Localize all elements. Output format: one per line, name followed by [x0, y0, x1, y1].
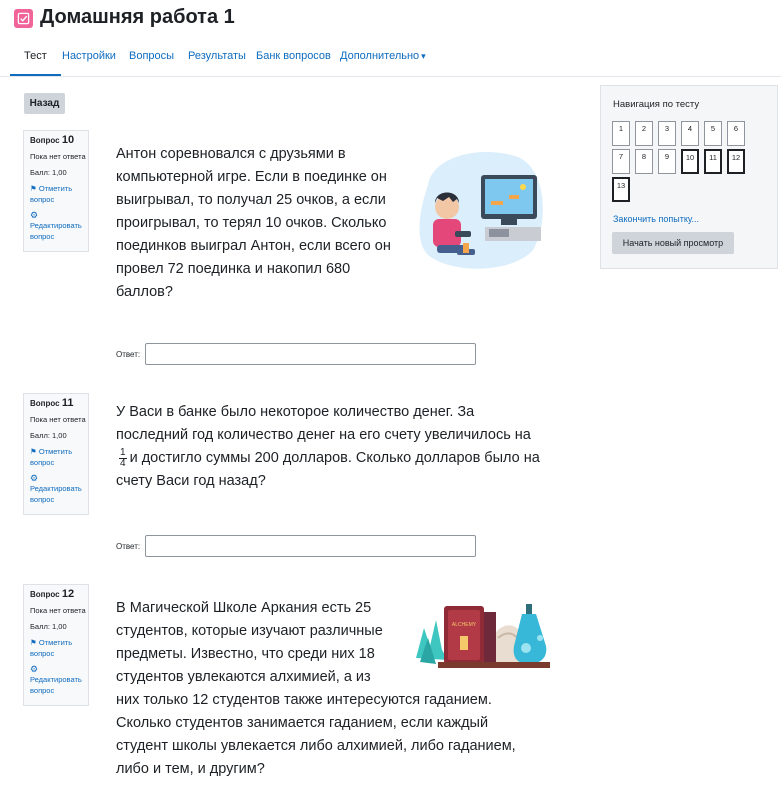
- flag-icon: ⚑: [30, 447, 37, 456]
- quiz-nav-button-4[interactable]: 4: [681, 121, 699, 146]
- edit-question-link[interactable]: Редактировать вопрос: [30, 221, 82, 241]
- question-score: Балл: 1,00: [30, 431, 67, 440]
- gear-icon: ⚙: [30, 664, 39, 674]
- answer-input-10[interactable]: [145, 343, 476, 365]
- flag-question-link[interactable]: ⚑ Отметить вопрос: [30, 184, 73, 204]
- quiz-nav-button-7[interactable]: 7: [612, 149, 630, 174]
- flag-icon: ⚑: [30, 638, 37, 647]
- question-info-11: [23, 393, 89, 515]
- question-text-12: В Магической Школе Аркания есть 25 студентов, которые изучают различные предметы. Известно, что среди них 18 студентов увлекаются алхимией, а из них только 12 студентов также интересуются гаданием. Сколько студентов занимается гаданием, если каждый студент школы увлекается либо алхимией, либо гаданием, либо и тем, и другим?: [116, 600, 516, 777]
- flag-question-link[interactable]: ⚑ Отметить вопрос: [30, 638, 73, 658]
- page-header: [0, 0, 781, 77]
- quiz-nav-button-8[interactable]: 8: [635, 149, 653, 174]
- tab-results[interactable]: Результаты: [188, 50, 246, 62]
- tab-more[interactable]: [340, 46, 426, 74]
- flag-question-link[interactable]: ⚑ Отметить вопрос: [30, 447, 73, 467]
- quiz-navigation-title: Навигация по тесту: [613, 99, 700, 110]
- question-status: Пока нет ответа: [30, 606, 86, 615]
- gear-icon: ⚙: [30, 210, 39, 220]
- quiz-nav-button-11[interactable]: 11: [704, 149, 722, 174]
- tab-test[interactable]: Тест: [24, 46, 47, 74]
- book-cover-text: ALCHEMY: [451, 622, 477, 628]
- question-number: Вопрос 11: [30, 397, 74, 409]
- quiz-nav-button-5[interactable]: 5: [704, 121, 722, 146]
- tab-settings[interactable]: Настройки: [62, 50, 116, 62]
- quiz-icon: [14, 9, 33, 28]
- page-title: Домашняя работа 1: [40, 6, 235, 28]
- quiz-nav-button-2[interactable]: 2: [635, 121, 653, 146]
- boy-gaming-illustration: [413, 145, 548, 275]
- answer-label: Ответ:: [116, 350, 141, 359]
- quiz-nav-button-12[interactable]: 12: [727, 149, 745, 174]
- question-info-10: [23, 130, 89, 252]
- question-status: Пока нет ответа: [30, 415, 86, 424]
- quiz-nav-button-10[interactable]: 10: [681, 149, 699, 174]
- quiz-nav-button-9[interactable]: 9: [658, 149, 676, 174]
- edit-question-link[interactable]: Редактировать вопрос: [30, 675, 82, 695]
- question-status: Пока нет ответа: [30, 152, 86, 161]
- chevron-down-icon: ▾: [421, 51, 426, 61]
- question-number: Вопрос 12: [30, 588, 75, 600]
- alchemy-books-illustration: [414, 598, 554, 670]
- quiz-navigation: [600, 85, 778, 269]
- answer-label: Ответ:: [116, 542, 141, 551]
- question-score: Балл: 1,00: [30, 168, 67, 177]
- gear-icon: ⚙: [30, 473, 39, 483]
- tab-more-label: Дополнительно: [340, 50, 420, 62]
- tab-questions[interactable]: Вопросы: [129, 50, 175, 62]
- quiz-nav-button-1[interactable]: 1: [612, 121, 630, 146]
- start-new-preview-button[interactable]: Начать новый просмотр: [612, 232, 734, 254]
- quiz-nav-button-13[interactable]: 13: [612, 177, 630, 202]
- fraction: $\frac{1}{4}$: [120, 446, 126, 469]
- finish-attempt-link[interactable]: Закончить попытку...: [613, 214, 699, 224]
- question-text-10: Антон соревновался с друзьями в компьютерной игре. Если в поединке он выигрывал, то получал 25 очков, а если проигрывал, то терял 10 очков. Сколько поединков выиграл Антон, если всего он провел 72 поединка и накопил 680 баллов?: [116, 146, 391, 300]
- question-text-11: У Васи в банке было некоторое количество денег. За последний год количество денег на его счету увеличилось на $\frac{1}{4}$ и достигло суммы 200 долларов. Сколько долларов было на счету Васи год назад?: [116, 404, 540, 489]
- question-score: Балл: 1,00: [30, 622, 67, 631]
- edit-question-link[interactable]: Редактировать вопрос: [30, 484, 82, 504]
- quiz-nav-button-3[interactable]: 3: [658, 121, 676, 146]
- question-number: Вопрос 10: [30, 134, 75, 146]
- answer-input-11[interactable]: [145, 535, 476, 557]
- back-button[interactable]: Назад: [24, 93, 65, 114]
- question-info-12: [23, 584, 89, 706]
- tab-question-bank[interactable]: Банк вопросов: [256, 50, 331, 62]
- flag-icon: ⚑: [30, 184, 37, 193]
- quiz-nav-button-6[interactable]: 6: [727, 121, 745, 146]
